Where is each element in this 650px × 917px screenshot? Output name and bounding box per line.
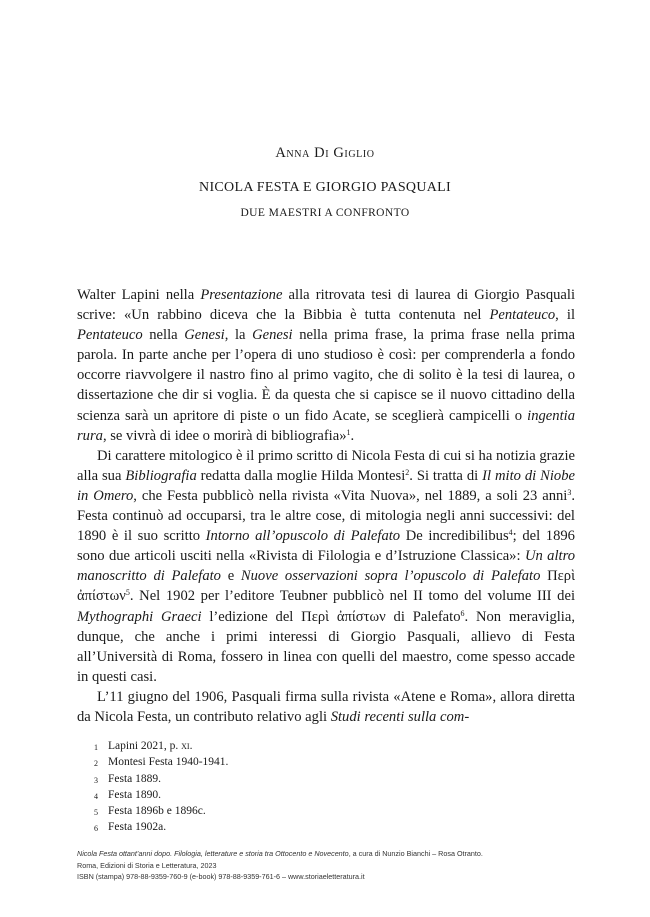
italic-run: Bibliografia xyxy=(125,467,197,484)
book-title: Nicola Festa ottant’anni dopo. Filologia, letterature e storia tra Ottocento e Novecento xyxy=(77,849,349,858)
text-run: . Festa continuò ad occuparsi, tra le altre cose, di mitologia negli anni successivi: del 1890 è il suo scritto xyxy=(77,487,575,545)
footnote-marker: 3 xyxy=(567,487,572,497)
text-run: . xyxy=(350,427,355,444)
text-run: Walter Lapini nella xyxy=(77,287,201,303)
text-run: . Non meraviglia, dunque, che anche i primi interessi di Giorgio Pasquali, allievo di Festa all’Università di Roma, fossero in linea con quelli del maestro, come spesso accade in questi casi. xyxy=(77,608,575,685)
text-run: . Nel 1902 per l’editore Teubner pubblicò nel II tomo del volume III dei xyxy=(129,588,575,605)
footnote xyxy=(94,739,564,755)
footnote-marker: 6 xyxy=(460,608,465,618)
italic-run: Un altro manoscritto di Palefato xyxy=(77,548,576,585)
text-run: , se vivrà di idee o morirà di bibliografia» xyxy=(102,427,347,444)
body-text xyxy=(77,285,575,727)
paragraph-1 xyxy=(77,285,575,446)
text-run: redatta dalla moglie Hilda Montesi xyxy=(196,467,406,484)
text-run: l’edizione del Περὶ ἀπίστων di Palefato xyxy=(201,608,461,625)
page-footer xyxy=(77,848,577,883)
text-run: Lapini 2021, p. xyxy=(108,740,182,752)
footnote-marker: 5 xyxy=(125,588,130,598)
italic-run: Il mito di Niobe in Omero xyxy=(77,467,575,504)
footnote xyxy=(94,772,564,788)
text-run: , il xyxy=(555,307,575,324)
italic-run: Studi recenti sulla com- xyxy=(330,708,470,725)
isbn-line: ISBN (stampa) 978-88-9359-760-9 (e-book) 978-88-9359-761-6 – www.storiaeletteratura.it xyxy=(77,872,365,881)
italic-run: Genesi xyxy=(184,327,225,344)
footer-line-1 xyxy=(77,848,577,860)
paragraph-3 xyxy=(77,687,575,727)
footnote xyxy=(94,820,564,836)
footnote-number: 6 xyxy=(94,824,98,834)
footnote-number: 4 xyxy=(94,791,98,801)
footnote-text: Festa 1896b e 1896c. xyxy=(108,805,206,818)
italic-run: Pentateuco xyxy=(489,307,556,324)
text-run: e xyxy=(220,568,241,585)
article-subtitle: DUE MAESTRI A CONFRONTO xyxy=(240,207,410,219)
italic-run: Intorno all’opuscolo di Palefato xyxy=(205,528,401,545)
italic-run: Mythographi Graeci xyxy=(77,608,202,625)
footnote-text: Festa 1890. xyxy=(108,788,162,801)
footnote-text xyxy=(108,739,192,755)
footnote-number: 1 xyxy=(94,743,98,752)
footnote-marker: 2 xyxy=(405,467,410,477)
footnote-number: 3 xyxy=(94,775,98,785)
footnote-text: Festa 1902a. xyxy=(108,821,167,834)
italic-run: Presentazione xyxy=(200,287,283,303)
footnote-number: 2 xyxy=(94,759,98,769)
text-run: ; del 1896 sono due articoli usciti nella «Rivista di Filologia e d’Istruzione Classica»: xyxy=(77,528,575,565)
italic-run: Nuove osservazioni sopra l’opuscolo di Palefato xyxy=(240,568,541,585)
italic-run: ingentia rura xyxy=(77,407,575,444)
text-run: nella xyxy=(142,327,185,344)
text-run: , che Festa pubblicò nella rivista «Vita Nuova», nel 1889, a soli 23 anni xyxy=(133,487,568,504)
text-run: alla ritrovata tesi di laurea di Giorgio Pasquali scrive: «Un rabbino diceva che la Bibbia è tutta contenuta nel xyxy=(77,287,575,324)
footnote-text: Montesi Festa 1940-1941. xyxy=(108,756,229,769)
footnote xyxy=(94,804,564,820)
text-run: . Si tratta di xyxy=(409,467,483,484)
text-run: nella prima frase, la prima frase nella prima parola. In parte anche per l’opera di uno studioso è così: per comprenderla a fondo occorre riavvolgere il nastro fino al primo vagito, che di solito è la tesi di laurea, o dissertazione che dir si voglia. È da questa che si capisce se il nuovo cittadino della scienza sarà un apritore di piste o un fido Acate, se sceglierà campicelli o xyxy=(77,327,575,424)
small-caps-run: xi xyxy=(181,740,190,752)
text-run: Περὶ ἀπίστων xyxy=(77,568,576,605)
article-author: Anna Di Giglio xyxy=(275,145,375,161)
italic-run: Genesi xyxy=(252,327,293,344)
footnotes xyxy=(94,739,564,837)
book-curators: , a cura di Nunzio Bianchi – Rosa Otranto. xyxy=(348,849,483,858)
footnote-marker: 4 xyxy=(508,528,513,538)
footnote-text: Festa 1889. xyxy=(108,772,162,785)
text-run: . xyxy=(189,740,193,752)
footnote-marker: 1 xyxy=(346,427,351,437)
footnote-number: 5 xyxy=(94,808,98,818)
text-run: De incredibilibus xyxy=(400,528,509,545)
paragraph-2 xyxy=(77,446,575,687)
text-run: Di carattere mitologico è il primo scritto di Nicola Festa di cui si ha notizia grazie alla sua xyxy=(77,447,575,484)
italic-run: Pentateuco xyxy=(77,327,143,344)
text-run: , la xyxy=(224,327,253,344)
publisher-line: Roma, Edizioni di Storia e Letteratura, 2023 xyxy=(77,860,217,870)
footnote xyxy=(94,788,564,804)
article-title: NICOLA FESTA E GIORGIO PASQUALI xyxy=(199,180,451,195)
footnote xyxy=(94,755,564,771)
text-run: L’11 giugno del 1906, Pasquali firma sulla rivista «Atene e Roma», allora diretta da Nicola Festa, un contributo relativo agli xyxy=(77,688,575,725)
